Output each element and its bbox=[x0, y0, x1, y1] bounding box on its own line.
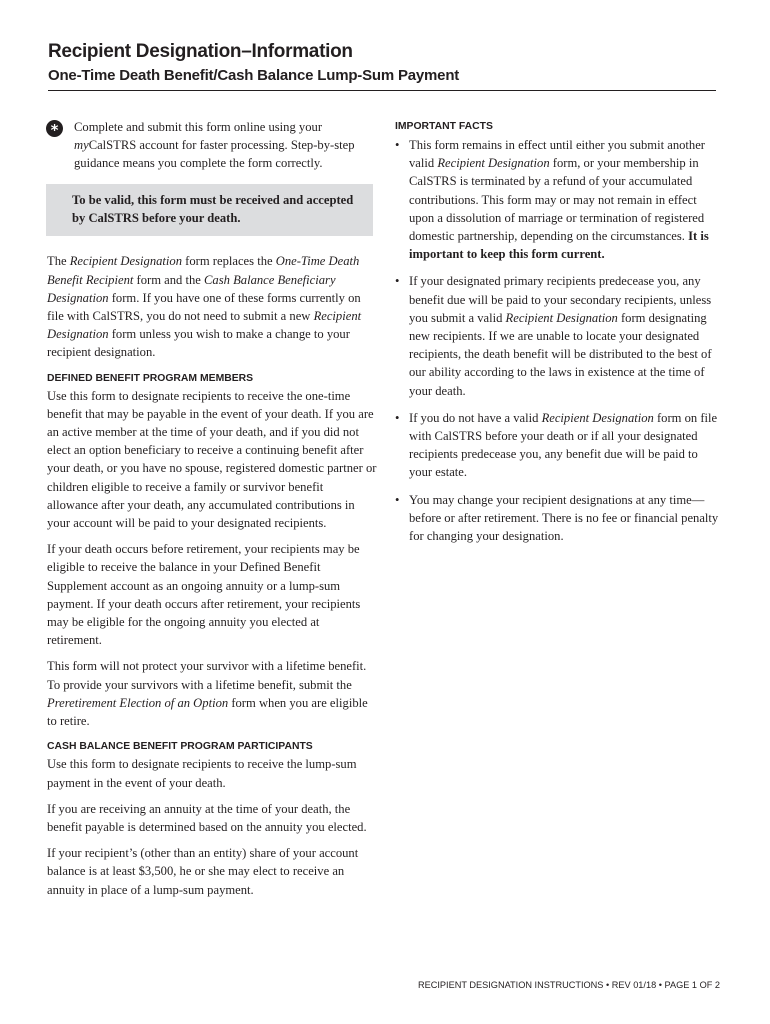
list-item bbox=[395, 136, 720, 263]
fact1-text-2: form, or your membership in CalSTRS is terminated by a refund of your accumulated contributions. This form may or may not remain in effect upon a dissolution of marriage or termination of registered domestic partnership, depending on the circumstances. bbox=[409, 156, 705, 244]
defined-benefit-paragraph-1: Use this form to designate recipients to receive the one-time benefit that may be payable in the event of your death. If you are an active member at the time of your death, and if you did not elect an option beneficiary to receive a continuing benefit after your death, or you have no spouse, registered domestic partner or children eligible to receive a family or survivor benefit allowance after your death, any accumulated contributions in your account will be paid to your designated recipients. bbox=[47, 388, 377, 531]
fact3-text-2: form on file with CalSTRS before your death or if all your designated recipients predecease you, any benefit due will be paid to your estate. bbox=[409, 410, 718, 480]
page-footer: RECIPIENT DESIGNATION INSTRUCTIONS • REV 01/18 • PAGE 1 OF 2 bbox=[417, 980, 720, 990]
intro-text-1: The bbox=[47, 254, 70, 269]
list-item bbox=[395, 272, 720, 399]
list-item bbox=[395, 409, 720, 482]
intro-text-4: form. If you have one of these forms currently on file with CalSTRS, you do not need to submit a new bbox=[47, 290, 361, 324]
intro-text-5: form unless you wish to make a change to your recipient designation. bbox=[47, 327, 350, 360]
validity-notice-text: To be valid, this form must be received and accepted by CalSTRS before your death. bbox=[72, 192, 354, 226]
page-title: Recipient Designation–Information bbox=[48, 41, 353, 62]
page-subtitle: One-Time Death Benefit/Cash Balance Lump-Sum Payment bbox=[48, 67, 716, 91]
cash-balance-paragraph-3: If your recipient’s (other than an entity) share of your account balance is at least $3,500, he or she may elect to receive an annuity in place of a lump-sum payment. bbox=[47, 846, 359, 897]
right-column bbox=[395, 118, 720, 554]
db-p3-form-name: Preretirement Election of an Option bbox=[47, 695, 229, 710]
intro-text-3: form and the bbox=[133, 272, 205, 287]
bullet: • bbox=[395, 492, 400, 507]
intro-form-name-2: One-Time Death Benefit Recipient bbox=[47, 254, 360, 287]
online-submission-note bbox=[47, 118, 377, 173]
bullet: • bbox=[395, 274, 400, 289]
defined-benefit-heading: DEFINED BENEFIT PROGRAM MEMBERS bbox=[47, 372, 254, 384]
fact1-emphasis: It is important to keep this form current. bbox=[409, 229, 709, 262]
fact2-form-name: Recipient Designation bbox=[505, 310, 618, 325]
fact3-text-1: If you do not have a valid bbox=[409, 410, 542, 425]
online-note-text-1: Complete and submit this form online using your bbox=[74, 120, 323, 134]
fact2-text-2: form designating new recipients. If we are unable to locate your designated recipients, the death benefit will be distributed to the best of our ability according to the laws in existence at the time of your death. bbox=[409, 310, 712, 398]
intro-form-name-1: Recipient Designation bbox=[69, 254, 183, 269]
cash-balance-heading: CASH BALANCE BENEFIT PROGRAM PARTICIPANTS bbox=[47, 741, 313, 753]
fact1-form-name: Recipient Designation bbox=[437, 156, 550, 171]
fact2-text-1: If your designated primary recipients predecease you, any benefit due will be paid to your secondary recipients, unless you submit a valid bbox=[409, 274, 712, 325]
cash-balance-paragraph-1: Use this form to designate recipients to receive the lump-sum payment in the event of your death. bbox=[47, 757, 357, 790]
intro-text-2: form replaces the bbox=[182, 254, 276, 269]
defined-benefit-paragraph-2: If your death occurs before retirement, your recipients may be eligible to receive the balance in your Defined Benefit Supplement account as an ongoing annuity or a lump-sum payment. If your death occurs after retirement, your recipients may be eligible for the ongoing annuity you elected at retirement. bbox=[47, 542, 361, 648]
online-note-my: my bbox=[74, 138, 89, 153]
left-column bbox=[47, 118, 377, 899]
db-p3-text-2: form when you are eligible to retire. bbox=[47, 695, 368, 729]
intro-paragraph bbox=[47, 252, 377, 361]
intro-form-name-4: Recipient Designation bbox=[47, 309, 362, 342]
bullet: • bbox=[395, 138, 400, 152]
db-p3-text-1: This form will not protect your survivor with a lifetime benefit. To provide your survivors with a lifetime benefit, submit the bbox=[47, 659, 367, 692]
page-header bbox=[48, 40, 716, 91]
important-facts-heading: IMPORTANT FACTS bbox=[395, 121, 493, 132]
fact4-text: You may change your recipient designations at any time—before or after retirement. There is no fee or financial penalty for changing your designation. bbox=[409, 492, 719, 544]
important-facts-list bbox=[395, 136, 720, 545]
validity-notice-box bbox=[46, 184, 373, 237]
cash-balance-paragraph-2: If you are receiving an annuity at the time of your death, the benefit payable is determined based on the annuity you elected. bbox=[47, 801, 367, 834]
bullet: • bbox=[395, 410, 400, 425]
fact3-form-name: Recipient Designation bbox=[541, 410, 654, 425]
list-item bbox=[395, 491, 720, 546]
intro-form-name-3: Cash Balance Beneficiary Designation bbox=[47, 272, 336, 305]
defined-benefit-paragraph-3 bbox=[47, 657, 377, 730]
online-note-text bbox=[74, 118, 377, 173]
fact1-text-1: This form remains in effect until either you submit another valid bbox=[409, 138, 705, 171]
online-note-text-2: CalSTRS account for faster processing. Step-by-step guidance means you complete the form correctly. bbox=[74, 138, 355, 171]
asterisk-icon: * bbox=[46, 120, 63, 137]
